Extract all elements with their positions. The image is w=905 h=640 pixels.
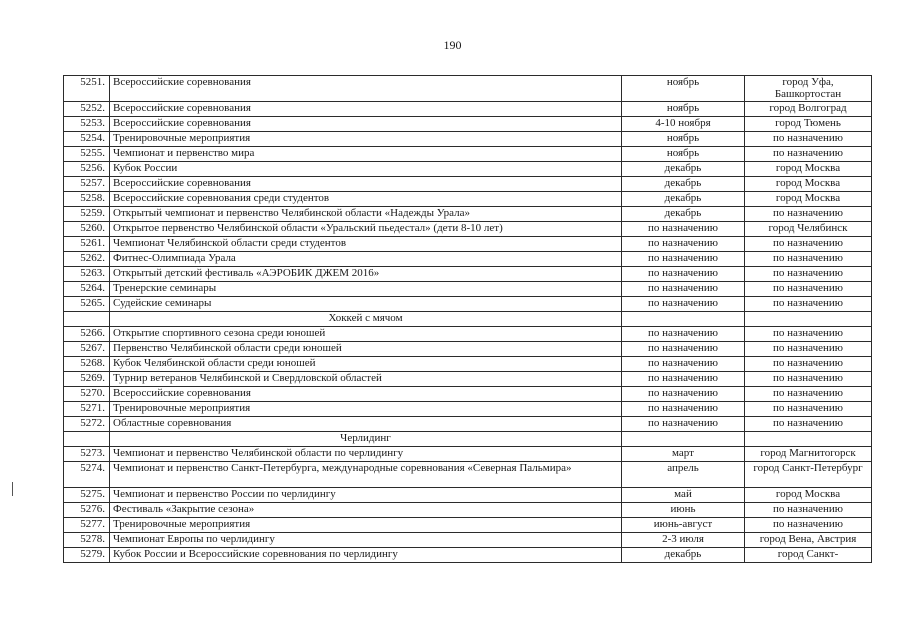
event-name: Фестиваль «Закрытие сезона»: [110, 503, 622, 518]
table-row: [64, 518, 872, 533]
event-name: Всероссийские соревнования: [110, 177, 622, 192]
event-name: Тренерские семинары: [110, 282, 622, 297]
event-name: Областные соревнования: [110, 417, 622, 432]
event-place: город Уфа, Башкортостан: [745, 76, 872, 102]
event-place: по назначению: [745, 387, 872, 402]
event-date: по назначению: [622, 417, 745, 432]
event-name: Фитнес-Олимпиада Урала: [110, 252, 622, 267]
section-num-cell: [64, 312, 110, 327]
table-row: [64, 207, 872, 222]
event-name: Судейские семинары: [110, 297, 622, 312]
event-name: Всероссийские соревнования: [110, 117, 622, 132]
event-name: Открытый детский фестиваль «АЭРОБИК ДЖЕМ 2016»: [110, 267, 622, 282]
event-name: Первенство Челябинской области среди юношей: [110, 342, 622, 357]
event-date: ноябрь: [622, 76, 745, 102]
table-row: [64, 102, 872, 117]
event-date: декабрь: [622, 177, 745, 192]
table-row: [64, 252, 872, 267]
section-date-cell: [622, 312, 745, 327]
event-name: Открытие спортивного сезона среди юношей: [110, 327, 622, 342]
event-date: по назначению: [622, 357, 745, 372]
section-num-cell: [64, 432, 110, 447]
table-row: [64, 192, 872, 207]
row-number: 5277.: [64, 518, 110, 533]
row-number: 5259.: [64, 207, 110, 222]
event-place: по назначению: [745, 518, 872, 533]
event-place: по назначению: [745, 342, 872, 357]
event-date: ноябрь: [622, 147, 745, 162]
row-number: 5269.: [64, 372, 110, 387]
row-number: 5251.: [64, 76, 110, 102]
event-place: город Санкт-: [745, 548, 872, 563]
event-name: Всероссийские соревнования среди студентов: [110, 192, 622, 207]
table-row: [64, 342, 872, 357]
row-number: 5262.: [64, 252, 110, 267]
event-name: Тренировочные мероприятия: [110, 518, 622, 533]
schedule-table: [63, 75, 872, 563]
event-name: Всероссийские соревнования: [110, 76, 622, 102]
row-number: 5263.: [64, 267, 110, 282]
event-place: город Тюмень: [745, 117, 872, 132]
event-date: по назначению: [622, 222, 745, 237]
event-date: июнь-август: [622, 518, 745, 533]
event-date: март: [622, 447, 745, 462]
event-date: ноябрь: [622, 102, 745, 117]
event-place: по назначению: [745, 147, 872, 162]
event-place: город Москва: [745, 488, 872, 503]
section-place-cell: [745, 432, 872, 447]
event-date: 2-3 июля: [622, 533, 745, 548]
table-row: [64, 357, 872, 372]
schedule-body: [64, 76, 872, 563]
row-number: 5264.: [64, 282, 110, 297]
row-number: 5256.: [64, 162, 110, 177]
event-place: по назначению: [745, 357, 872, 372]
row-number: 5253.: [64, 117, 110, 132]
row-number: 5274.: [64, 462, 110, 488]
event-place: город Москва: [745, 162, 872, 177]
row-number: 5254.: [64, 132, 110, 147]
table-row: [64, 177, 872, 192]
row-number: 5268.: [64, 357, 110, 372]
row-number: 5258.: [64, 192, 110, 207]
row-number: 5270.: [64, 387, 110, 402]
margin-mark: [12, 482, 13, 496]
event-name: Чемпионат Челябинской области среди студентов: [110, 237, 622, 252]
event-date: июнь: [622, 503, 745, 518]
event-name: Кубок России и Всероссийские соревнования по черлидингу: [110, 548, 622, 563]
event-date: декабрь: [622, 207, 745, 222]
section-row: [64, 432, 872, 447]
event-name: Кубок России: [110, 162, 622, 177]
event-place: по назначению: [745, 207, 872, 222]
event-date: декабрь: [622, 192, 745, 207]
row-number: 5252.: [64, 102, 110, 117]
section-date-cell: [622, 432, 745, 447]
row-number: 5265.: [64, 297, 110, 312]
event-date: по назначению: [622, 297, 745, 312]
event-place: по назначению: [745, 252, 872, 267]
table-row: [64, 297, 872, 312]
event-name: Чемпионат и первенство России по черлидингу: [110, 488, 622, 503]
event-place: по назначению: [745, 402, 872, 417]
event-date: май: [622, 488, 745, 503]
event-date: ноябрь: [622, 132, 745, 147]
row-number: 5267.: [64, 342, 110, 357]
table-row: [64, 462, 872, 488]
event-place: город Магнитогорск: [745, 447, 872, 462]
event-name: Чемпионат и первенство мира: [110, 147, 622, 162]
event-place: по назначению: [745, 372, 872, 387]
table-row: [64, 132, 872, 147]
section-title: Черлидинг: [110, 432, 622, 447]
event-date: апрель: [622, 462, 745, 488]
table-row: [64, 162, 872, 177]
event-date: по назначению: [622, 342, 745, 357]
event-date: по назначению: [622, 372, 745, 387]
event-name: Кубок Челябинской области среди юношей: [110, 357, 622, 372]
table-row: [64, 327, 872, 342]
table-row: [64, 147, 872, 162]
event-date: декабрь: [622, 548, 745, 563]
event-place: город Санкт-Петербург: [745, 462, 872, 488]
table-row: [64, 222, 872, 237]
row-number: 5266.: [64, 327, 110, 342]
event-name: Открытый чемпионат и первенство Челябинской области «Надежды Урала»: [110, 207, 622, 222]
row-number: 5260.: [64, 222, 110, 237]
row-number: 5271.: [64, 402, 110, 417]
event-place: город Москва: [745, 177, 872, 192]
section-place-cell: [745, 312, 872, 327]
row-number: 5255.: [64, 147, 110, 162]
event-place: по назначению: [745, 503, 872, 518]
table-row: [64, 372, 872, 387]
event-place: по назначению: [745, 327, 872, 342]
event-place: по назначению: [745, 282, 872, 297]
table-row: [64, 488, 872, 503]
event-place: по назначению: [745, 237, 872, 252]
page-number: 190: [443, 38, 462, 52]
event-name: Открытое первенство Челябинской области «Уральский пьедестал» (дети 8-10 лет): [110, 222, 622, 237]
table-row: [64, 76, 872, 102]
event-place: по назначению: [745, 297, 872, 312]
table-row: [64, 417, 872, 432]
event-date: 4-10 ноября: [622, 117, 745, 132]
event-name: Чемпионат и первенство Челябинской области по черлидингу: [110, 447, 622, 462]
row-number: 5276.: [64, 503, 110, 518]
row-number: 5279.: [64, 548, 110, 563]
event-date: по назначению: [622, 237, 745, 252]
table-row: [64, 447, 872, 462]
table-row: [64, 267, 872, 282]
table-row: [64, 237, 872, 252]
section-title: Хоккей с мячом: [110, 312, 622, 327]
event-place: по назначению: [745, 132, 872, 147]
event-name: Турнир ветеранов Челябинской и Свердловской областей: [110, 372, 622, 387]
event-place: по назначению: [745, 417, 872, 432]
event-place: город Челябинск: [745, 222, 872, 237]
table-row: [64, 282, 872, 297]
event-date: по назначению: [622, 327, 745, 342]
row-number: 5278.: [64, 533, 110, 548]
event-date: по назначению: [622, 267, 745, 282]
event-place: город Вена, Австрия: [745, 533, 872, 548]
event-name: Чемпионат и первенство Санкт-Петербурга, международные соревнования «Северная Пальмира»: [110, 462, 622, 488]
row-number: 5257.: [64, 177, 110, 192]
event-date: по назначению: [622, 252, 745, 267]
event-name: Всероссийские соревнования: [110, 102, 622, 117]
event-date: по назначению: [622, 387, 745, 402]
table-row: [64, 548, 872, 563]
event-date: по назначению: [622, 282, 745, 297]
table-row: [64, 533, 872, 548]
event-place: город Волгоград: [745, 102, 872, 117]
row-number: 5261.: [64, 237, 110, 252]
event-date: по назначению: [622, 402, 745, 417]
table-row: [64, 387, 872, 402]
row-number: 5275.: [64, 488, 110, 503]
table-row: [64, 402, 872, 417]
table-row: [64, 503, 872, 518]
event-name: Чемпионат Европы по черлидингу: [110, 533, 622, 548]
row-number: 5272.: [64, 417, 110, 432]
event-name: Тренировочные мероприятия: [110, 132, 622, 147]
event-name: Тренировочные мероприятия: [110, 402, 622, 417]
row-number: 5273.: [64, 447, 110, 462]
section-row: [64, 312, 872, 327]
table-row: [64, 117, 872, 132]
event-date: декабрь: [622, 162, 745, 177]
event-place: по назначению: [745, 267, 872, 282]
event-place: город Москва: [745, 192, 872, 207]
event-name: Всероссийские соревнования: [110, 387, 622, 402]
